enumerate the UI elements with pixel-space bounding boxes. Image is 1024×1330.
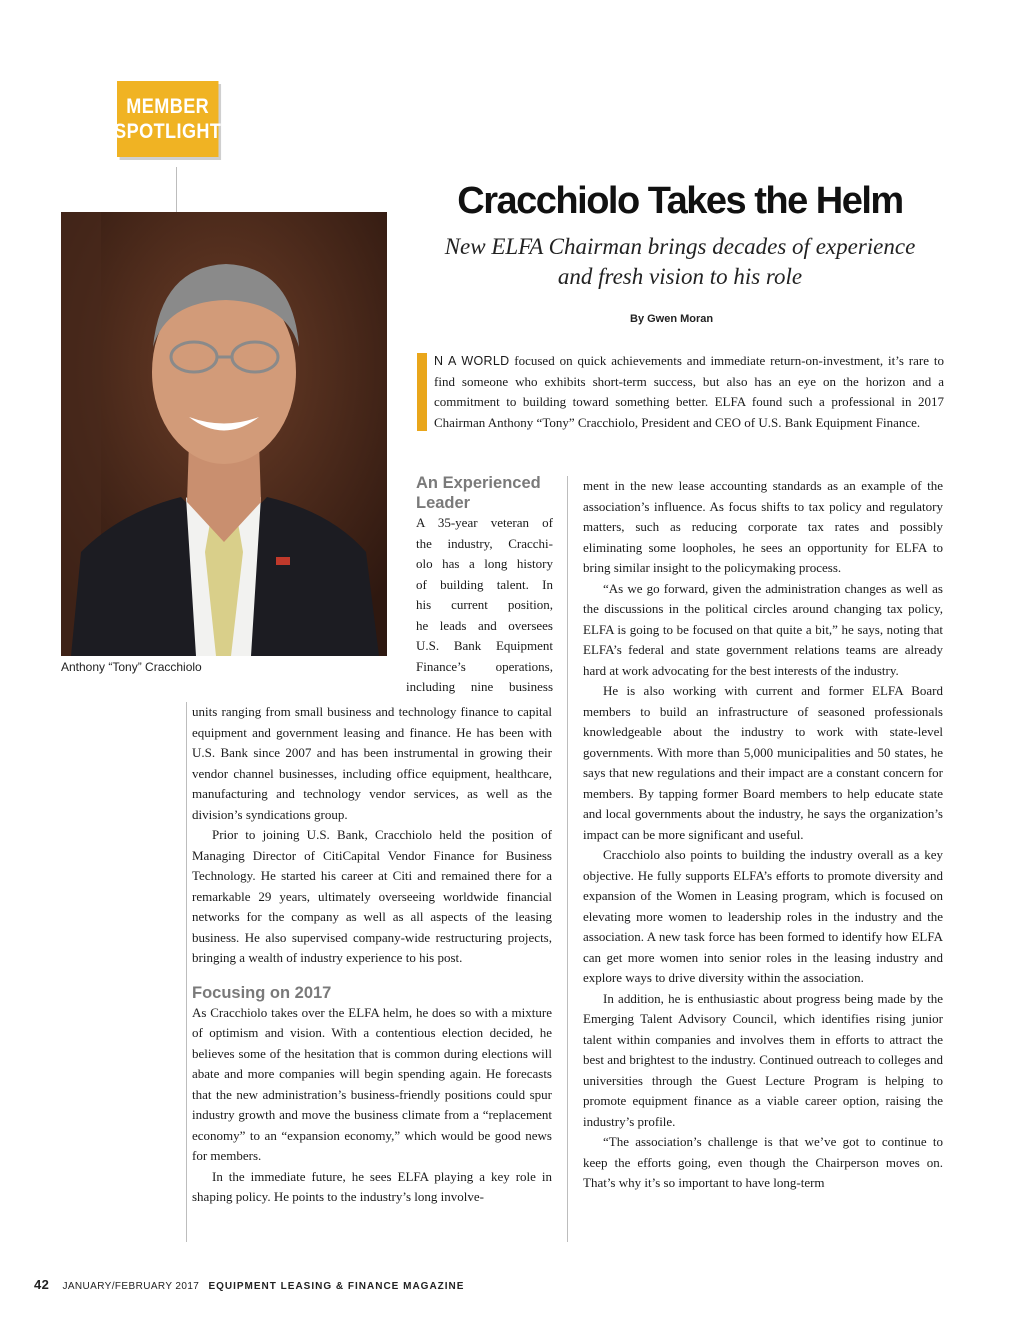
- column-rule-middle: [567, 476, 568, 1242]
- right-paragraph-3: He is also working with current and former ELFA Board members to build an infrastructure of seasoned professionals knowledgeable about the industry to work with state-level governments. With more than 5,000 municipalities and 50 states, he says that new regulations and their impact are a constant concern for members. By tapping former Board members to help educate state and local governments about the industry, he says the organization’s impact can be more significant and useful.: [583, 683, 943, 842]
- badge-line-1: MEMBER: [126, 95, 210, 118]
- right-paragraph-6: “The association’s challenge is that we’ve got to continue to keep the efforts going, even though the Chairperson moves on. That’s why it’s so important to have long-term: [583, 1134, 943, 1190]
- byline: By Gwen Moran: [630, 313, 714, 325]
- column-rule-left: [186, 702, 187, 1242]
- connector-rule: [176, 167, 177, 212]
- photo-caption: Anthony “Tony” Cracchiolo: [61, 660, 202, 674]
- section-2-paragraph-1: As Cracchiolo takes over the ELFA helm, he does so with a mixture of optimism and vision. With a contentious election decided, he believes some of the hesitation that is common during elections will abate and more companies will begin spending again. He forecasts that the new administration’s business-friendly positions could spur industry growth and move the business climate from a “replacement economy” to an “expansion economy,” which would be good news for members.: [192, 1004, 552, 1163]
- section-1-narrow-text: [406, 513, 553, 698]
- right-paragraph-1: ment in the new lease accounting standards as an example of the association’s influence. As focus shifts to tax policy and regulatory matters, such as reducing corporate tax rates and possibly eliminating some loopholes, he sees an opportunity for ELFA to bring similar insight to the policymaking process.: [583, 478, 943, 575]
- page-footer: [34, 1277, 464, 1292]
- section-2-heading: Focusing on 2017: [192, 983, 332, 1002]
- narrow-line: U.S. Bank Equipment: [416, 638, 553, 653]
- narrow-line: the industry, Cracchi-: [416, 535, 553, 551]
- magazine-title: EQUIPMENT LEASING & FINANCE MAGAZINE: [208, 1281, 465, 1292]
- section-1-narrow: [406, 473, 553, 698]
- narrow-line: his current position,: [416, 597, 553, 612]
- intro-lead: N A WORLD: [434, 354, 510, 368]
- narrow-line: Finance’s operations,: [416, 658, 553, 674]
- issue-date: JANUARY/FEBRUARY 2017: [62, 1281, 200, 1292]
- right-paragraph-5: In addition, he is enthusiastic about progress being made by the Emerging Talent Advisory Council, which identifies rising junior talent within companies and involves them in efforts to attract the best and brightest to the industry. Continued outreach to colleges and universities through the Guest Lecture Program is helping to promote equipment finance as a viable career option, raising the industry’s profile.: [583, 990, 943, 1129]
- section-badge: [114, 81, 222, 157]
- narrow-line: he leads and oversees: [416, 617, 553, 633]
- drop-cap: [416, 353, 427, 431]
- portrait-photo: [61, 212, 387, 656]
- section-1-heading: An Experienced Leader: [416, 474, 541, 512]
- deck-line-2: and fresh vision to his role: [557, 264, 803, 289]
- intro-text: focused on quick achievements and immediate return-on-investment, it’s rare to find someone who exhibits short-term success, but also has an eye on the horizon and a commitment to building toward something better. ELFA found such a professional in 2017 Chairman Anthony “Tony” Cracchiolo, President and CEO of U.S. Bank Equipment Finance.: [434, 353, 944, 430]
- section-2-paragraph-2: In the immediate future, he sees ELFA playing a key role in shaping policy. He points to the industry’s long involve-: [192, 1168, 552, 1204]
- right-paragraph-4: Cracchiolo also points to building the industry overall as a key objective. He fully supports ELFA’s efforts to promote diversity and expansion of the Women in Leasing program, which is focused on elevating more women to leadership roles in the industry and the association. A new task force has been formed to identify how ELFA can get more women into senior roles in the leasing industry and explore ways to drive diversity within the association.: [583, 847, 943, 985]
- section-1-paragraph-1: units ranging from small business and technology finance to capital equipment and government leasing and finance. He has been with U.S. Bank since 2007 and has been instrumental in growing their vendor channel businesses, including office equipment, healthcare, manufacturing and technology vendor services, as well as the division’s syndications group.: [192, 704, 552, 822]
- right-paragraph-2: “As we go forward, given the administration changes as well as the discussions in the political circles around changing tax policy, ELFA is going to be focused on that quite a bit,” he says, noting that ELFA’s federal and state government relations teams are already hard at work advocating for the best interests of the industry.: [583, 580, 943, 678]
- narrow-line: olo has a long history: [416, 556, 553, 571]
- portrait-illustration: [61, 212, 387, 656]
- intro-paragraph: [416, 351, 944, 433]
- page-number: 42: [34, 1277, 50, 1292]
- article-headline: Cracchiolo Takes the Helm: [457, 180, 903, 222]
- badge-line-2: SPOTLIGHT: [114, 120, 222, 143]
- left-column: [192, 678, 552, 1208]
- article-deck: [420, 232, 940, 292]
- narrow-line: including nine business: [406, 679, 553, 694]
- deck-line-1: New ELFA Chairman brings decades of experience: [444, 234, 916, 259]
- narrow-line: A 35-year veteran of: [416, 515, 553, 530]
- section-1-paragraph-2: Prior to joining U.S. Bank, Cracchiolo held the position of Managing Director of CitiCapital Vendor Finance for Business Technology. He started his career at Citi and remained there for a remarkable 29 years, ultimately overseeing worldwide financial networks for the company as well as all aspects of the leasing business. He also supervised company-wide restructuring projects, bringing a wealth of industry experience to his post.: [192, 827, 552, 965]
- narrow-line: of building talent. In: [416, 576, 553, 592]
- right-column: [583, 476, 943, 1194]
